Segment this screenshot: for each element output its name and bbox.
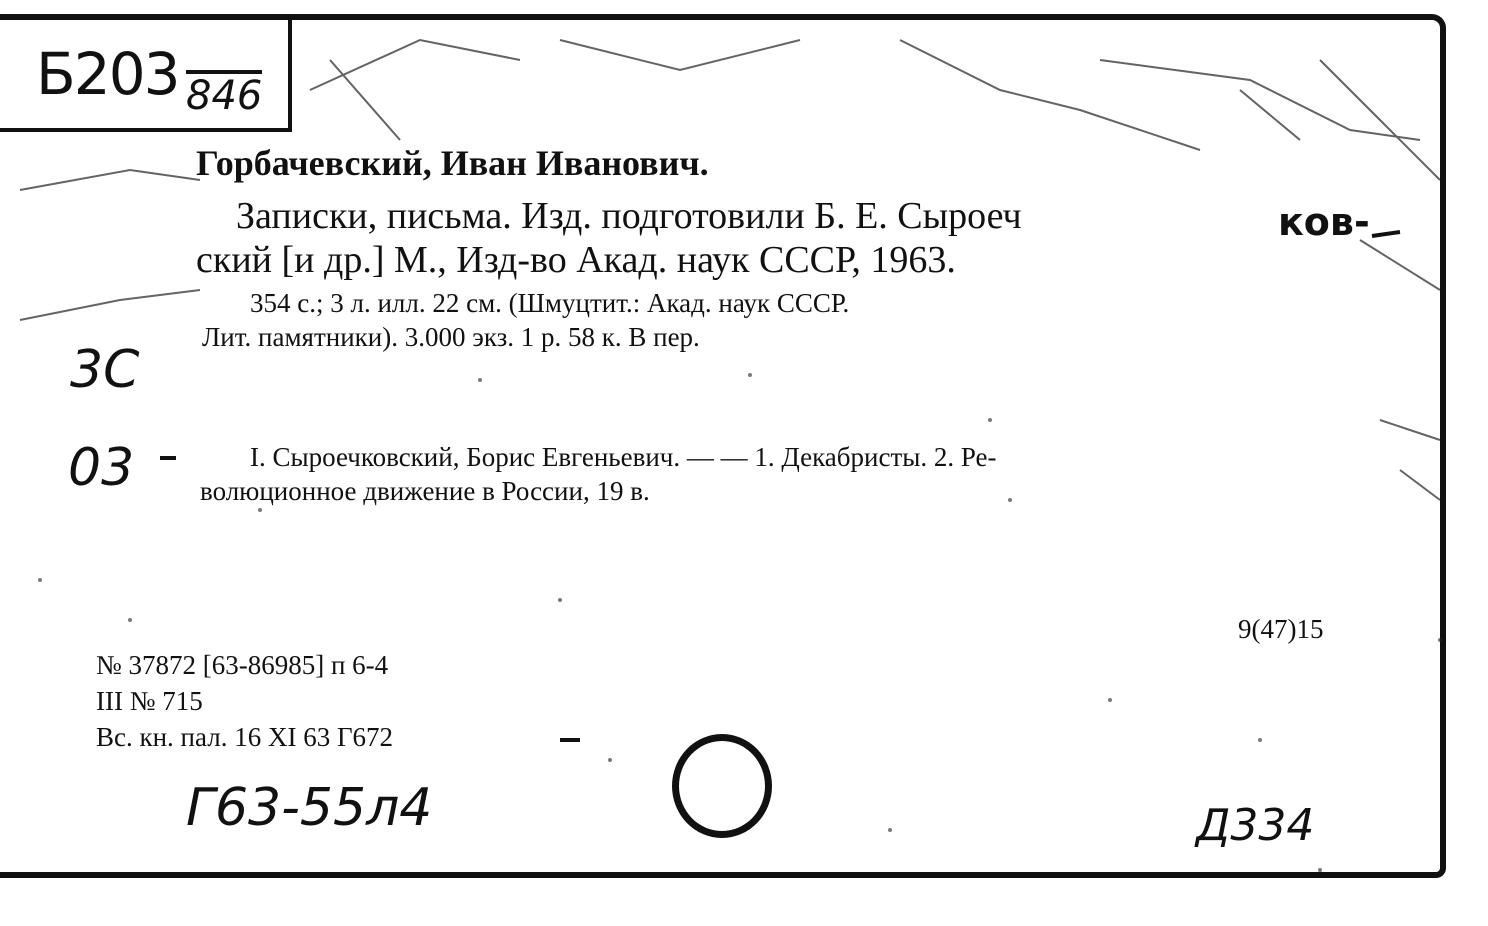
shelfmark-main: Б203 — [36, 40, 179, 108]
subjects-line-2: волюционное движение в России, 19 в. — [200, 476, 650, 506]
subjects-line-1: I. Сыроечковский, Борис Евгеньевич. — — 1. Декабристы. 2. Ре- — [250, 442, 997, 472]
margin-note-2: 03 — [68, 438, 135, 498]
record-line-3: Вс. кн. пал. 16 XI 63 Г672 — [96, 722, 394, 752]
collation-line-1: 354 с.; 3 л. илл. 22 см. (Шмуцтит.: Акад. наук СССР. — [250, 288, 850, 318]
shelfmark-sub: 846 — [186, 70, 262, 118]
record-line-2: III № 715 — [96, 686, 203, 716]
handwritten-bottom-right: Д334 — [1196, 800, 1315, 851]
collation-line-2: Лит. памятники). 3.000 экз. 1 р. 58 к. В пер. — [202, 322, 700, 352]
record-line-1: № 37872 [63-86985] п 6-4 — [96, 650, 389, 680]
title-line-2: ский [и др.] М., Изд-во Акад. наук СССР, 1963. — [196, 239, 956, 281]
classification-number: 9(47)15 — [1238, 614, 1324, 644]
author-heading: Горбачевский, Иван Иванович. — [196, 143, 709, 183]
handwritten-bottom-left: Г63-55л4 — [186, 778, 433, 838]
margin-note-1: 3С — [70, 340, 140, 400]
title-handwritten-continuation: ков- — [1278, 200, 1370, 244]
title-line-1: Записки, письма. Изд. подготовили Б. Е. Сыроеч — [236, 195, 1022, 237]
